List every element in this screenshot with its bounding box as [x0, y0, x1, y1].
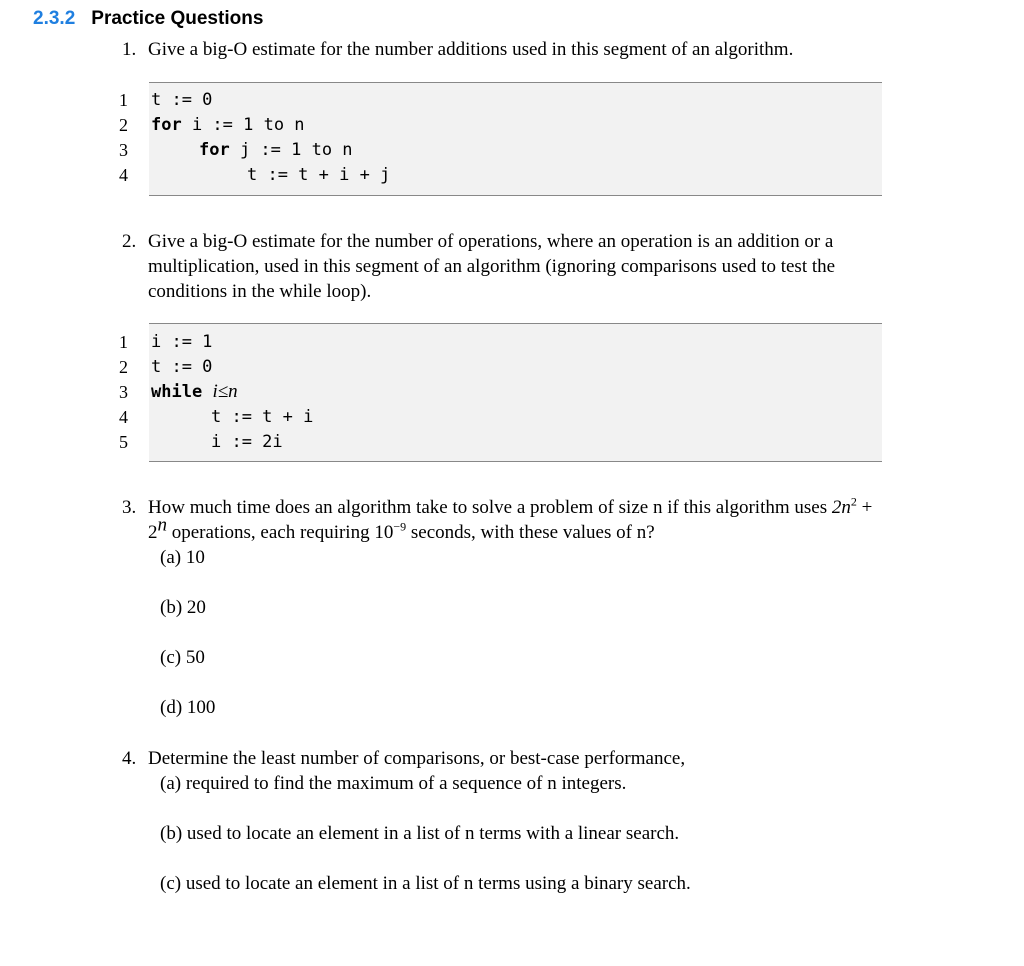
question-text-mid: operations, each requiring 10: [167, 522, 394, 543]
question-text-end: seconds, with these values of n?: [406, 522, 655, 543]
code-line: [151, 113, 305, 137]
section-number: 2.3.2: [33, 8, 76, 29]
section-title: Practice Questions: [91, 8, 264, 29]
question-text: [148, 495, 892, 545]
code-line: [211, 430, 283, 454]
code-line: [151, 355, 212, 379]
code-text: t := t + i: [211, 407, 314, 427]
code-line: [151, 88, 212, 112]
section-header: [33, 8, 263, 30]
question-2: [122, 229, 892, 304]
question-text: Give a big-O estimate for the number of operations, where an operation is an addition or a multiplication, used in this segment of an algorithm (ignoring comparisons used to test the conditions in the while loop).: [148, 231, 836, 302]
question-number: 3.: [122, 497, 137, 518]
subpart-b: (b) 20: [160, 597, 206, 618]
line-number: 3: [119, 140, 128, 160]
formula-term: 2n: [831, 497, 851, 518]
question-number: 4.: [122, 748, 137, 769]
line-number: 2: [119, 115, 128, 135]
code-text: i := 1: [151, 332, 213, 352]
line-number: 4: [119, 165, 128, 185]
code-text: t := t + i + j: [247, 165, 391, 185]
code-keyword: while: [151, 382, 203, 402]
code-line: [151, 380, 238, 404]
subpart-c: (c) 50: [160, 647, 205, 668]
question-text: Determine the least number of comparisons, or best-case performance,: [148, 748, 686, 769]
line-number: 2: [119, 357, 128, 377]
question-text-start: How much time does an algorithm take to solve a problem of size n if this algorithm uses: [148, 497, 828, 518]
code-line: [151, 330, 212, 354]
code-keyword: for: [151, 115, 182, 135]
question-number: 2.: [122, 231, 137, 252]
question-4: [122, 746, 892, 771]
subpart-b: (b) used to locate an element in a list of n terms with a linear search.: [160, 823, 680, 844]
question-3: [122, 495, 892, 545]
formula-exponent: n: [157, 514, 167, 536]
code-keyword: for: [199, 140, 230, 160]
code-line: [211, 405, 313, 429]
line-number: 3: [119, 382, 128, 402]
line-number: 5: [119, 432, 128, 452]
line-number: 1: [119, 90, 128, 110]
code-text: t := 0: [151, 357, 213, 377]
time-exponent: −9: [393, 519, 407, 534]
question-number: 1.: [122, 39, 137, 60]
code-text: i := 2i: [211, 432, 283, 452]
subpart-c: (c) used to locate an element in a list of n terms using a binary search.: [160, 873, 691, 894]
line-number: 1: [119, 332, 128, 352]
code-condition: i≤n: [212, 381, 238, 402]
code-line: [199, 138, 353, 162]
code-text: t := 0: [151, 90, 213, 110]
formula-plus: + 2: [148, 497, 873, 543]
code-text: j := 1 to n: [229, 140, 353, 160]
formula-exponent: 2: [850, 494, 857, 509]
code-line: [247, 163, 390, 187]
line-number: 4: [119, 407, 128, 427]
subpart-a: (a) 10: [160, 547, 205, 568]
subpart-d: (d) 100: [160, 697, 216, 718]
code-text: i := 1 to n: [181, 115, 305, 135]
question-text: Give a big-O estimate for the number additions used in this segment of an algorithm.: [148, 39, 794, 60]
subpart-a: (a) required to find the maximum of a sequence of n integers.: [160, 773, 627, 794]
question-1: [122, 37, 892, 62]
